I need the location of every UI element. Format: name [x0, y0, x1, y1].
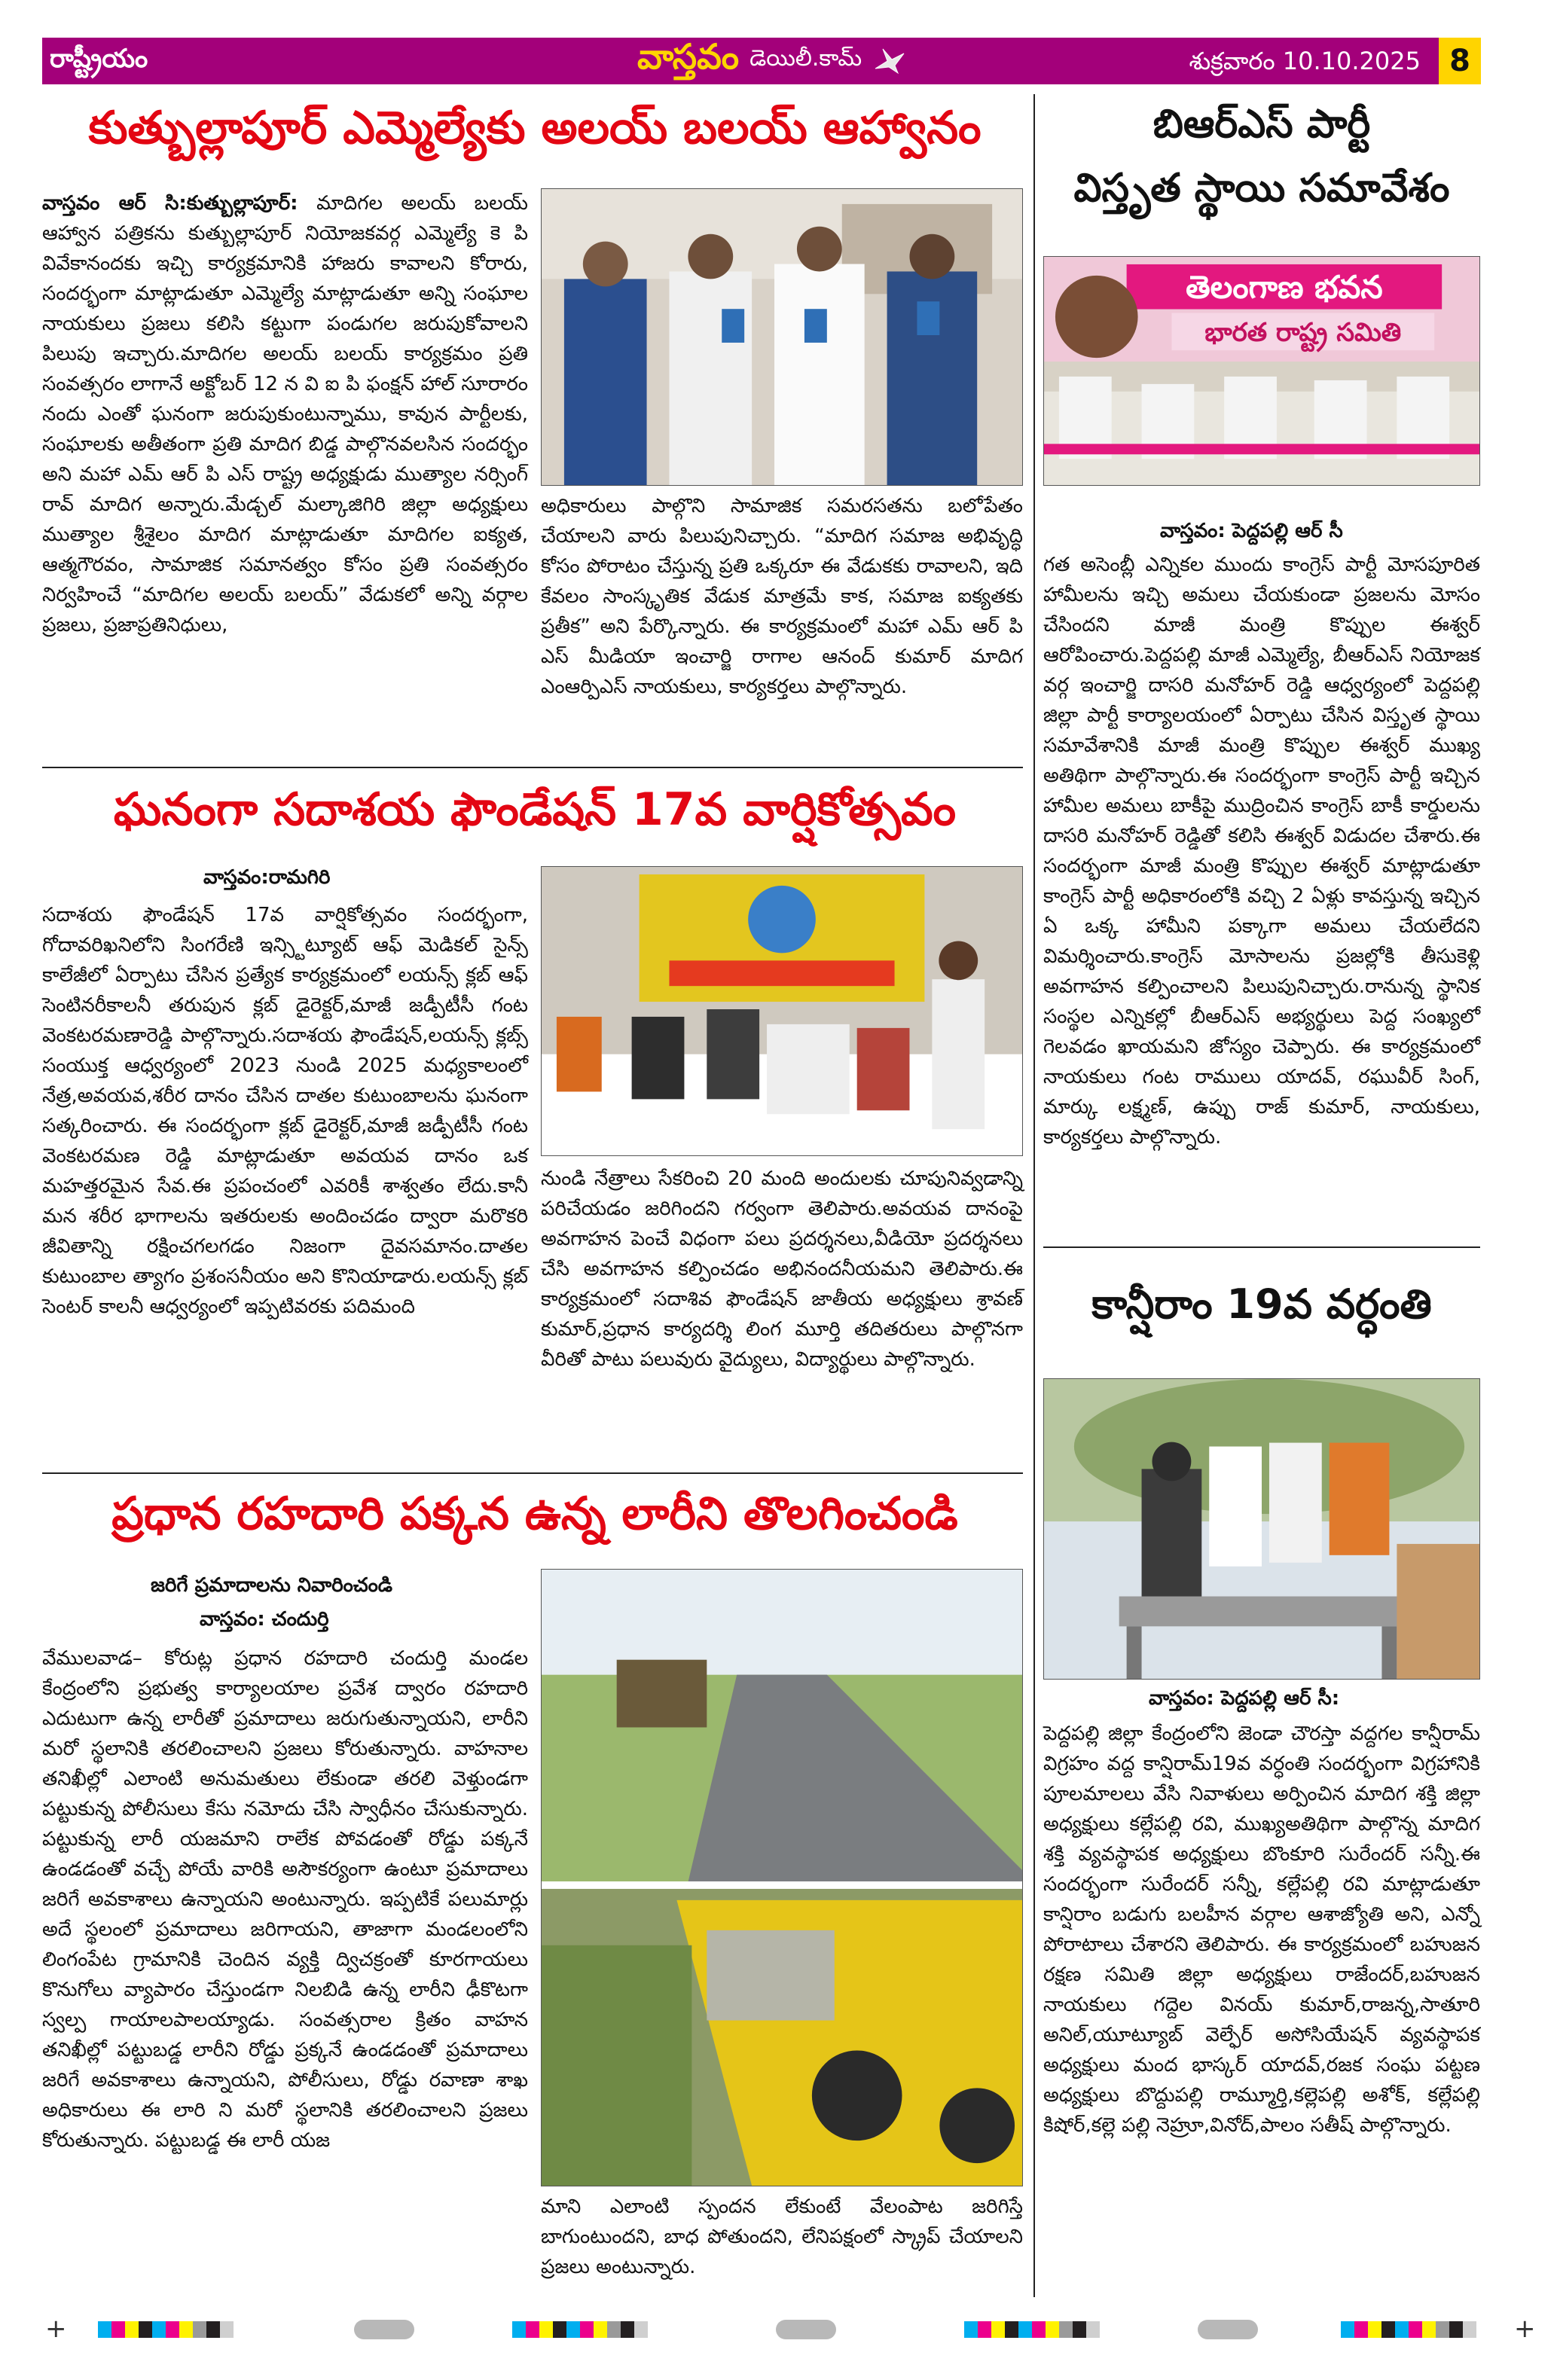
article5-photo [1043, 1378, 1480, 1680]
article3-byline: వాస్తవం: చందుర్తి [200, 1608, 329, 1631]
gray-swatch [354, 2320, 414, 2339]
color-bar [512, 2321, 648, 2338]
masthead-site: డెయిలీ.కామ్ [749, 45, 862, 72]
article2-photo [541, 866, 1023, 1156]
article1-text-col1: మాదిగల అలయ్ బలయ్ ఆహ్వాన పత్రికను కుత్బుల్లాపూర్ నియోజకవర్గ ఎమ్మెల్యే కె పి వివేకానందకు ఇచ్చి కార్యక్రమానికి హాజరు కావాలని కోరారు, సందర్భంగా మాట్లాడుతూ ఎమ్మెల్యే మాట్లాడుతూ అన్ని సంఘాల నాయకులు ప్రజలు కలిసి కట్టుగా పండుగల జరుపుకోవాలని పిలుపు ఇచ్చారు.మాదిగల అలయ్ బలయ్ కార్యక్రమం ప్రతి సంవత్సరం లాగానే అక్టోబర్ 12 న వి ఐ పి ఫంక్షన్ హాల్ సూరారం నందు ఎంతో ఘనంగా జరుపుకుంటున్నాము, కావున పార్టీలకు, సంఘాలకు అతీతంగా ప్రతి మాదిగ బిడ్డ పాల్గొనవలసిన సందర్భం అని మహా ఎమ్ ఆర్ పి ఎస్ రాష్ట్ర అధ్యక్షుడు ముత్యాల నర్సింగ్ రావ్ మాదిగ అన్నారు.మేడ్చల్ మల్కాజిగిరి జిల్లా అధ్యక్షులు ముత్యాల శ్రీశైలం మాదిగ మాట్లాడుతూ మాదిగల ఐక్యత, ఆత్మగౌరవం, సామాజిక సమానత్వం కోసం ప్రతి సంవత్సరం నిర్వహించే “మాదిగల అలయ్ బలయ్” వేడుకలో అన్ని వర్గాల ప్రజలు, ప్రజాప్రతినిధులు, [42, 192, 528, 636]
article2-byline: వాస్తవం:రామగిరి [203, 866, 331, 889]
color-bar [1341, 2321, 1476, 2338]
article4-headline-line1: బిఆర్ఎస్ పార్టీ [1152, 102, 1371, 147]
page-number: 8 [1439, 38, 1481, 84]
article2-body-col1: సదాశయ ఫౌండేషన్ 17వ వార్షికోత్సవం సందర్భంగా, గోదావరిఖనిలోని సింగరేణి ఇన్స్టిట్యూట్ ఆఫ్ మెడికల్ సైన్స్ కాలేజీలో ఏర్పాటు చేసిన ప్రత్యేక కార్యక్రమంలో లయన్స్ క్లబ్ ఆఫ్ సెంటినరీకాలనీ తరుపున క్లబ్ డైరెక్టర్,మాజీ జడ్పీటీసీ గంట వెంకటరమణారెడ్డి పాల్గొన్నారు.సదాశయ ఫౌండేషన్,లయన్స్ క్లబ్స్ సంయుక్త ఆధ్వర్యంలో 2023 నుండి 2025 మధ్యకాలంలో నేత్ర,అవయవ,శరీర దానం చేసిన దాతల కుటుంబాలను ఘనంగా సత్కరించారు. ఈ సందర్భంగా క్లబ్ డైరెక్టర్,మాజీ జడ్పీటీసీ గంట వెంకటరమణ రెడ్డి మాట్లాడుతూ అవయవ దానం ఒక మహత్తరమైన సేవ.ఈ ప్రపంచంలో ఎవరికీ శాశ్వతం లేదు.కానీ మన శరీర భాగాలను ఇతరులకు అందించడం ద్వారా మరొకరి జీవితాన్ని రక్షించగలగడం నిజంగా దైవసమానం.దాతల కుటుంబాల త్యాగం ప్రశంసనీయం అని కొనియాడారు.లయన్స్ క్లబ్ సెంటర్ కాలనీ ఆధ్వర్యంలో ఇప్పటివరకు పదిమంది [42, 904, 528, 1318]
article4-headline-line2: విస్తృత స్థాయి సమావేశం [1073, 166, 1450, 211]
photo-banner-text-2: భారత రాష్ట్ర సమితి [1204, 317, 1402, 347]
article3-photo [541, 1569, 1023, 2186]
article4-photo [1043, 256, 1480, 486]
color-bar [98, 2321, 234, 2338]
divider [42, 767, 1023, 768]
bird-icon [872, 46, 907, 76]
article3-subhead: జరిగే ప్రమాదాలను నివారించండి [151, 1574, 393, 1597]
article4-body: గత అసెంబ్లీ ఎన్నికల ముందు కాంగ్రెస్ పార్టీ మోసపూరిత హామీలను ఇచ్చి అమలు చేయకుండా ప్రజలను మోసం చేసిందని మాజీ మంత్రి కొప్పుల ఈశ్వర్ ఆరోపించారు.పెద్దపల్లి మాజీ ఎమ్మెల్యే, బీఆర్ఎస్ నియోజక వర్గ ఇంచార్జి దాసరి మనోహర్ రెడ్డి ఆధ్వర్యంలో పెద్దపల్లి జిల్లా పార్టీ కార్యాలయంలో ఏర్పాటు చేసిన విస్తృత స్థాయి సమావేశానికి మాజీ మంత్రి కొప్పుల ఈశ్వర్ ముఖ్య అతిథిగా పాల్గొన్నారు.ఈ సందర్భంగా కాంగ్రెస్ పార్టీ ఇచ్చిన హామీల అమలు బాకీపై ముద్రించిన కాంగ్రెస్ బాకీ కార్డులను దాసరి మనోహర్ రెడ్డితో కలిసి ఈశ్వర్ విడుదల చేశారు.ఈ సందర్భంగా మాజీ మంత్రి కొప్పుల ఈశ్వర్ మాట్లాడుతూ కాంగ్రెస్ పార్టీ అధికారంలోకి వచ్చి 2 ఏళ్లు కావస్తున్న ఇచ్చిన ఏ ఒక్క హామీని పక్కాగా అమలు చేయలేదని విమర్శించారు.కాంగ్రెస్ మోసాలను ప్రజల్లోకి తీసుకెళ్లి అవగాహన కల్పించాలని పిలుపునిచ్చారు.రానున్న స్థానిక సంస్థల ఎన్నికల్లో బీఆర్ఎస్ అభ్యర్థులు పెద్ద సంఖ్యలో గెలవడం ఖాయమని జోస్యం చెప్పారు. ఈ కార్యక్రమంలో నాయకులు గంట రాములు యాదవ్, రఘువీర్ సింగ్, మార్కు లక్ష్మణ్, ఉప్పు రాజ్ కుమార్, నాయకులు, కార్యకర్తలు పాల్గొన్నారు. [1043, 554, 1480, 1149]
gray-swatch [1198, 2320, 1258, 2339]
masthead-brand [637, 38, 907, 84]
divider [1043, 1246, 1480, 1248]
article1-photo [541, 188, 1023, 486]
article2-headline: ఘనంగా సదాశయ ఫౌండేషన్ 17వ వార్షికోత్సవం [113, 783, 957, 836]
section-label: రాష్ట్రీయం [50, 44, 148, 74]
article1-body-col1 [42, 188, 528, 640]
gray-swatch [776, 2320, 836, 2339]
column-rule [1033, 94, 1035, 2297]
article2-body-col2: నుండి నేత్రాలు సేకరించి 20 మంది అందులకు చూపునివ్వడాన్ని పరిచేయడం జరిగిందని గర్వంగా తెలిపారు.అవయవ దానంపై అవగాహన పెంచే విధంగా పలు ప్రదర్శనలు,వీడియో ప్రదర్శనలు చేసి అవగాహన కల్పించడం అభినందనీయమని తెలిపారు.ఈ కార్యక్రమంలో సదాశివ ఫౌండేషన్ జాతీయ అధ్యక్షులు శ్రావణ్ కుమార్,ప్రధాన కార్యదర్శి లింగ మూర్తి తదితరులు పాల్గొనగా వీరితో పాటు పలువురు వైద్యులు, విద్యార్థులు పాల్గొన్నారు. [541, 1167, 1023, 1371]
registration-mark: + [1514, 2314, 1536, 2344]
article5-byline: వాస్తవం: పెద్దపల్లి ఆర్ సీ: [1149, 1687, 1340, 1710]
article5-body: పెద్దపల్లి జిల్లా కేంద్రంలోని జెండా చౌరస్తా వద్దగల కాన్షీరామ్ విగ్రహం వద్ద కాన్షిరామ్19వ వర్ధంతి సందర్భంగా విగ్రహానికి పూలమాలలు వేసి నివాళులు అర్పించిన మాదిగ శక్తి జిల్లా అధ్యక్షులు కల్లేపల్లి రవి, ముఖ్యఅతిథిగా పాల్గొన్న మాదిగ శక్తి వ్యవస్థాపక అధ్యక్షులు బొంకూరి సురేందర్ సన్నీ.ఈ సందర్భంగా సురేందర్ సన్నీ, కల్లేపల్లి రవి మాట్లాడుతూ కాన్షిరాం బడుగు బలహీన వర్గాల ఆశాజ్యోతి అని, ఎన్నో పోరాటాలు చేశారని తెలిపారు. ఈ కార్యక్రమంలో బహుజన రక్షణ సమితి జిల్లా అధ్యక్షులు రాజేందర్,బహుజన నాయకులు గద్దెల వినయ్ కుమార్,రాజన్న,సాతూరి అనిల్,యూట్యూబ్ వెల్ఫేర్ అసోసియేషన్ వ్యవస్థాపక అధ్యక్షులు మంద భాస్కర్ యాదవ్,రజక సంఘ పట్టణ అధ్యక్షులు బొద్దుపల్లి రామ్మూర్తి,కల్లెపల్లి అశోక్, కల్లేపల్లి కిషోర్,కల్లె పల్లి నెహ్రూ,వినోద్,పాలం సతీష్ పాల్గొన్నారు. [1043, 1722, 1480, 2137]
article3-body-col2: మాని ఎలాంటి స్పందన లేకుంటే వేలంపాట జరిగిస్తే బాగుంటుందని, బాధ పోతుందని, లేనిపక్షంలో స్క్రాప్ చేయాలని ప్రజలు అంటున్నారు. [541, 2195, 1023, 2278]
color-bar [964, 2321, 1100, 2338]
issue-date: శుక్రవారం 10.10.2025 [1189, 47, 1421, 75]
divider [42, 1472, 1023, 1474]
article1-byline: వాస్తవం ఆర్ సి:కుత్బుల్లాపూర్: [42, 192, 298, 215]
photo-banner-text-1: తెలంగాణ భవన [1186, 268, 1383, 306]
article5-headline: కాన్షీరాం 19వ వర్ధంతి [1091, 1280, 1432, 1328]
article1-headline: కుత్బుల్లాపూర్ ఎమ్మెల్యేకు అలయ్ బలయ్ ఆహ్వానం [88, 102, 982, 154]
registration-mark: + [45, 2314, 67, 2344]
article4-byline: వాస్తవం: పెద్దపల్లి ఆర్ సీ [1160, 520, 1343, 542]
header-bar [42, 38, 1481, 84]
article3-body-col1: వేములవాడ– కోరుట్ల ప్రధాన రహదారి చందుర్తి మండల కేంద్రంలోని ప్రభుత్వ కార్యాలయాల ప్రవేశ ద్వారం రహదారి ఎదుటుగా ఉన్న లారీతో ప్రమాదాలు జరుగుతున్నాయని, లారీని మరో స్థలానికి తరలించాలని ప్రజలు కోరుతున్నారు. వాహనాల తనిఖీల్లో ఎలాంటి అనుమతులు లేకుండా తరలి వెళ్తుండగా పట్టుకున్న పోలీసులు కేసు నమోదు చేసి స్వాధీనం చేసుకున్నారు. పట్టుకున్న లారీ యజమాని రాలేక పోవడంతో రోడ్డు పక్కనే ఉండడంతో వచ్చే పోయే వారికి అసౌకర్యంగా ఉంటూ ప్రమాదాలు జరిగే అవకాశాలు ఉన్నాయని అంటున్నారు. ఇప్పటికే పలుమార్లు అదే స్థలంలో ప్రమాదాలు జరిగాయని, తాజాగా మండలంలోని లింగంపేట గ్రామానికి చెందిన వ్యక్తి ద్విచక్రంతో కూరగాయలు కొనుగోలు వ్యాపారం చేస్తుండగా నిలబిడి ఉన్న లారీని ఢీకొటగా స్వల్ప గాయాలపాలయ్యాడు. సంవత్సరాల క్రితం వాహన తనిఖీల్లో పట్టుబడ్డ లారీని రోడ్డు ప్రక్కనే ఉండడంతో ప్రమాదాలు జరిగే అవకాశాలు ఉన్నాయని, పోలీసులు, రోడ్డు రవాణా శాఖ అధికారులు ఈ లారి ని మరో స్థలానికి తరలించాలని ప్రజలు కోరుతున్నారు. పట్టుబడ్డ ఈ లారీ యజ [42, 1647, 528, 2152]
article3-headline: ప్రధాన రహదారి పక్కన ఉన్న లారీని తొలగించండి [111, 1488, 958, 1540]
article1-body-col2: అధికారులు పాల్గొని సామాజిక సమరసతను బలోపేతం చేయాలని వారు పిలుపునిచ్చారు. “మాదిగ సమాజ అభివృద్ధి కోసం పోరాటం చేస్తున్న ప్రతి ఒక్కరూ ఈ వేడుకకు రావాలని, ఇది కేవలం సాంస్కృతిక వేడుక మాత్రమే కాక, సమాజ ఐక్యతకు ప్రతీక” అని పేర్కొన్నారు. ఈ కార్యక్రమంలో మహా ఎమ్ ఆర్ పి ఎస్ మీడియా ఇంచార్జి రాగాల ఆనంద్ కుమార్ మాదిగ ఎంఆర్పిఎస్ నాయకులు, కార్యకర్తలు పాల్గొన్నారు. [541, 495, 1023, 698]
masthead-logo: వాస్తవం [637, 36, 740, 77]
